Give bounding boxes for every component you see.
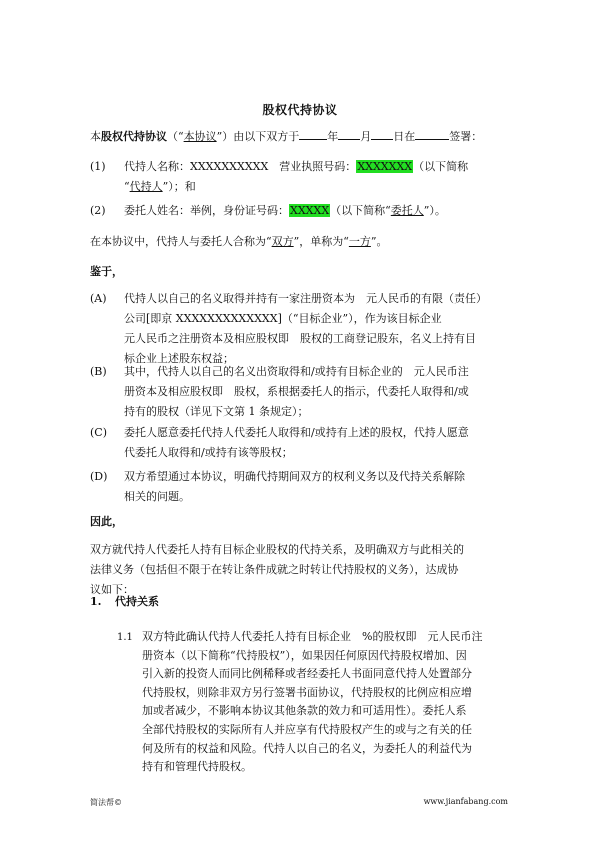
document-title: 股权代持协议 xyxy=(262,103,338,117)
recital-c-text xyxy=(124,423,524,463)
recital-line: 代委托人取得和/或持有该等股权； xyxy=(124,446,293,459)
recital-line: 双方希望通过本协议，明确代持期间双方的权利义务以及代持关系解除 xyxy=(124,470,465,483)
collective-c: ”。 xyxy=(370,235,388,248)
intro-suffix: 签署： xyxy=(449,130,483,143)
party1-line2b: ”）；和 xyxy=(162,180,196,193)
year-blank xyxy=(299,127,327,140)
recital-line: 公司[即京 XXXXXXXXXXXXX]（“目标企业”），作为该目标企业 xyxy=(124,312,442,325)
collective-a: 在本协议中，代持人与委托人合称为“ xyxy=(90,235,272,248)
clause-line: 双方特此确认代持人代委托人持有目标企业 %的股权即 元人民币注 xyxy=(142,630,483,643)
recital-d-text xyxy=(124,467,524,507)
recital-b-text xyxy=(124,362,524,422)
recital-c-number: (C) xyxy=(90,426,107,439)
recital-line: 持有的股权（详见下文第 1 条规定）； xyxy=(124,405,309,418)
intro-day: 日在 xyxy=(393,130,416,143)
clause-line: 加或者减少，不影响本协议其他条款的效力和可适用性）。委托人系 xyxy=(142,704,467,718)
recital-line: 委托人愿意委托代持人代委托人取得和/或持有上述的股权，代持人愿意 xyxy=(124,426,469,439)
paragraph-line: 双方就代持人代委托人持有目标企业股权的代持关系，及明确双方与此相关的 xyxy=(90,543,464,556)
clause-1-1-text xyxy=(142,628,524,777)
intro-month: 月 xyxy=(360,130,372,143)
footer-brand: 简法帮© xyxy=(90,798,122,807)
clause-line: 全部代持股权的实际所有人并应享有代持股权产生的或与之有关的任 xyxy=(142,722,472,736)
recital-line: 代持人以自己的名义取得并持有一家注册资本为 元人民币的有限（责任） xyxy=(124,292,487,305)
intro-prefix: 本 xyxy=(90,130,101,143)
recital-line: 标企业上述股东权益； xyxy=(124,352,234,365)
recital-a-text xyxy=(124,289,524,369)
recital-line: 元人民币之注册资本及相应股权即 股权的工商登记股东，名义上持有目 xyxy=(124,332,476,345)
party2-c: ”）。 xyxy=(423,204,446,217)
recital-d-number: (D) xyxy=(90,470,108,483)
collective-term-one: 一方 xyxy=(348,235,371,248)
whereas-heading: 鉴于， xyxy=(90,265,123,278)
recital-line: 册资本及相应股权即 股权，系根据委托人的指示，代委托人取得和/或 xyxy=(124,385,469,398)
paragraph-line: 议如下： xyxy=(90,583,134,596)
collective-b: ”，单称为“ xyxy=(293,235,349,248)
party2-a: 委托人姓名：举例，身份证号码： xyxy=(124,204,289,217)
agreement-paragraph xyxy=(90,540,530,600)
recital-line: 相关的问题。 xyxy=(124,490,190,503)
party1-line1b: （以下简称 xyxy=(413,160,469,173)
intro-defined-term: 本协议 xyxy=(183,130,217,143)
recital-line: 其中，代持人以自己的名义出资取得和/或持有目标企业的 元人民币注 xyxy=(124,365,469,378)
day-blank xyxy=(371,127,393,140)
party2-defined-term: 委托人 xyxy=(390,204,424,217)
party1-defined-term: 代持人 xyxy=(129,180,163,193)
recital-a-number: (A) xyxy=(90,292,107,305)
intro-quote-open: （“ xyxy=(167,130,184,143)
party1-text xyxy=(124,157,524,197)
party1-line2a: “ xyxy=(124,180,130,193)
intro-line xyxy=(90,127,482,147)
intro-quote-close: ”）由以下双方于 xyxy=(216,130,300,143)
collective-term-both: 双方 xyxy=(271,235,294,248)
party2-text xyxy=(124,201,524,221)
place-blank xyxy=(415,127,449,140)
paragraph-line: 法律义务（包括但不限于在转让条件成就之时转让代持股权的义务），达成协 xyxy=(90,563,459,576)
clause-line: 何及所有的权益和风险。代持人以自己的名义，为委托人的利益代为 xyxy=(142,741,472,755)
party2-highlight: XXXXX xyxy=(290,204,330,217)
clause-line: 引入新的投资人而同比例稀释或者经委托人书面同意代持人处置部分 xyxy=(142,667,472,681)
intro-bold-title: 股权代持协议 xyxy=(101,130,167,143)
section-1-number: 1. xyxy=(90,595,102,608)
month-blank xyxy=(338,127,360,140)
party1-highlight: XXXXXXX xyxy=(357,160,413,173)
section-1-title: 代持关系 xyxy=(115,595,159,608)
footer-website: www.jianfabang.com xyxy=(423,797,508,806)
recital-b-number: (B) xyxy=(90,365,107,378)
party1-number: (1) xyxy=(90,160,106,173)
intro-year: 年 xyxy=(327,130,339,143)
party2-b: （以下简称“ xyxy=(330,204,391,217)
clause-line: 册资本（以下简称“代持股权”），如果因任何原因代持股权增加、因 xyxy=(142,648,467,662)
clause-line: 持有和管理代持股权。 xyxy=(142,760,252,774)
clause-line: 代持股权，则除非双方另行签署书面协议，代持股权的比例应相应增 xyxy=(142,685,472,699)
party1-line1a: 代持人名称：XXXXXXXXXX 营业执照号码： xyxy=(124,160,357,173)
clause-1-1-number: 1.1 xyxy=(117,632,133,643)
party2-number: (2) xyxy=(90,204,106,217)
collective-line xyxy=(90,232,388,252)
therefore-heading: 因此， xyxy=(90,515,123,528)
